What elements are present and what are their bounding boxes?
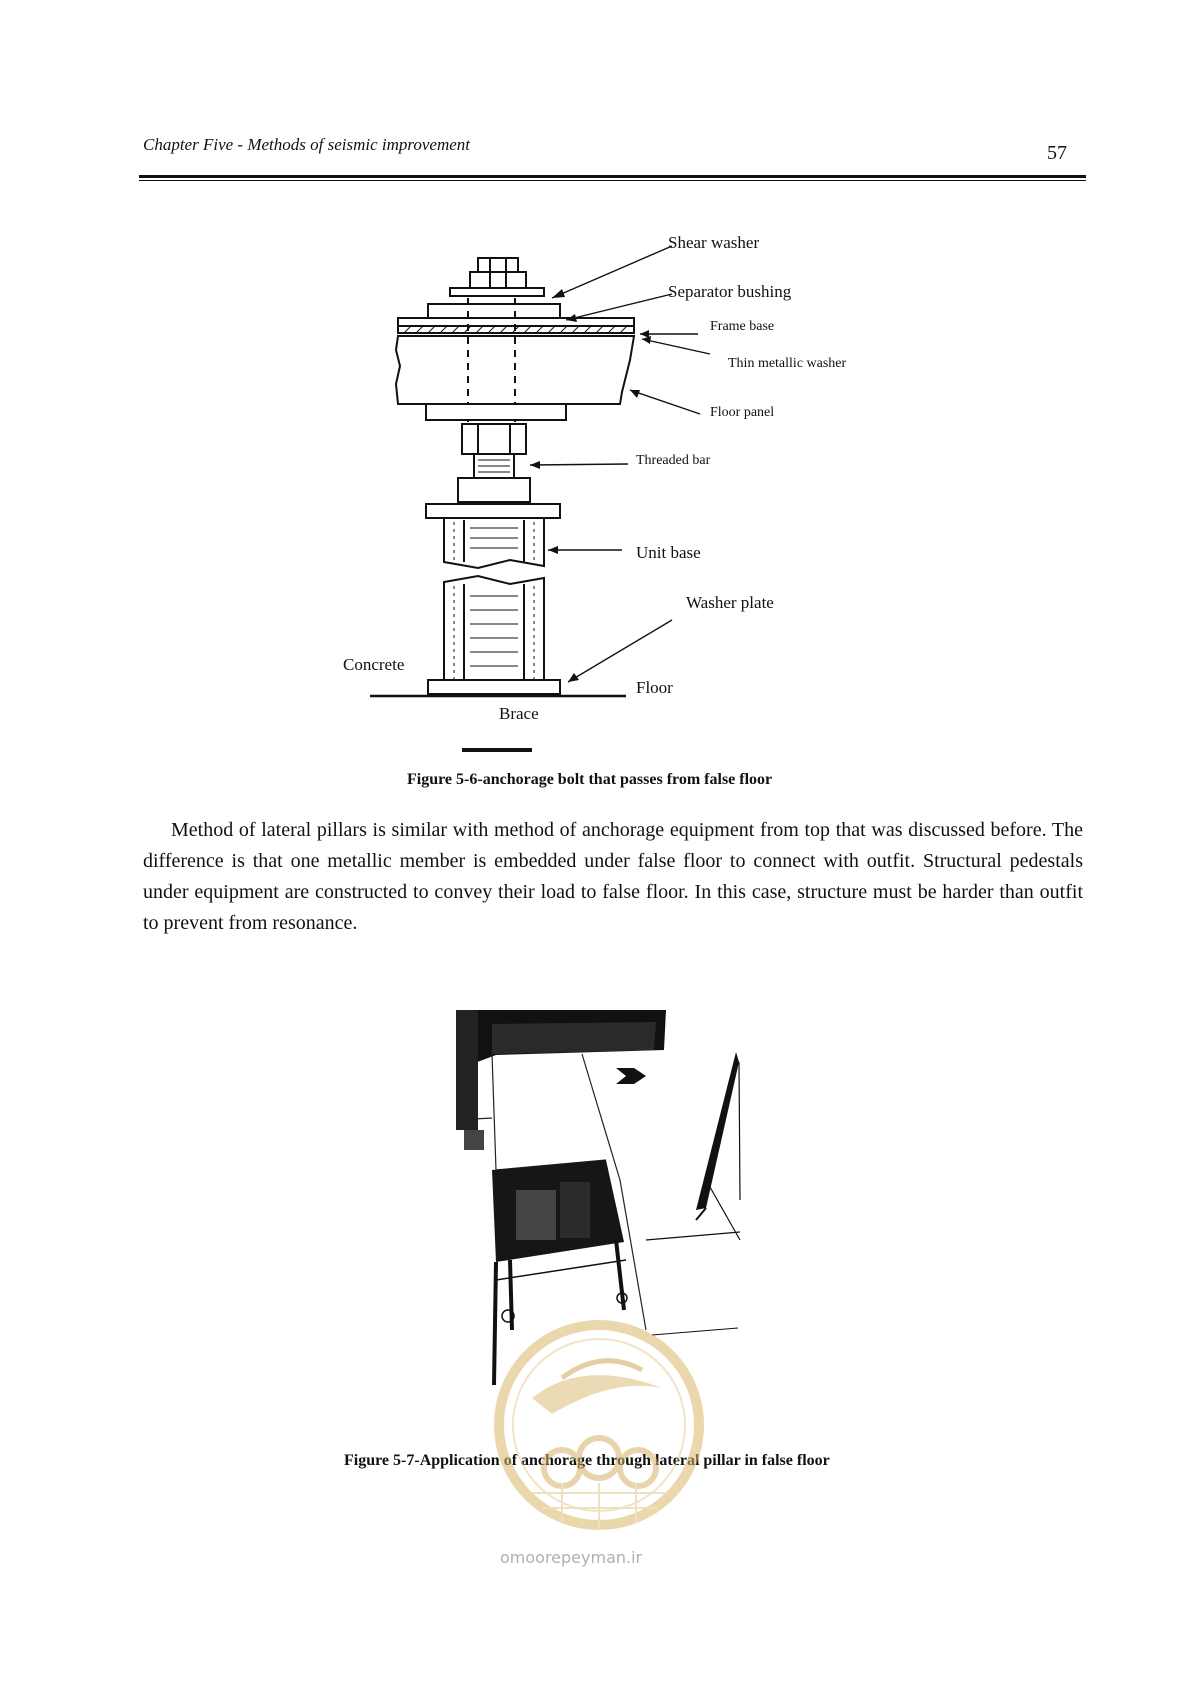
running-header: Chapter Five - Methods of seismic improvement xyxy=(143,135,471,154)
label-washer-plate: Washer plate xyxy=(686,593,774,612)
anchorage-bolt-diagram xyxy=(0,0,1191,760)
label-thin-metallic-washer: Thin metallic washer xyxy=(728,356,847,371)
watermark-seal xyxy=(492,1318,707,1533)
page-number: 57 xyxy=(1047,142,1067,164)
label-floor: Floor xyxy=(636,678,673,697)
label-frame-base: Frame base xyxy=(710,319,775,334)
label-concrete: Concrete xyxy=(343,655,405,674)
label-threaded-bar: Threaded bar xyxy=(636,453,711,468)
figure-5-7-caption: Figure 5-7-Application of anchorage through lateral pillar in false floor xyxy=(344,1452,830,1469)
watermark-url: omoorepeyman.ir xyxy=(500,1548,643,1567)
label-separator-bushing: Separator bushing xyxy=(668,282,792,301)
label-shear-washer: Shear washer xyxy=(668,233,760,252)
figure-5-6-caption: Figure 5-6-anchorage bolt that passes from false floor xyxy=(407,771,773,788)
label-brace: Brace xyxy=(499,704,539,723)
label-floor-panel: Floor panel xyxy=(710,405,775,420)
body-paragraph xyxy=(143,815,1083,939)
label-unit-base: Unit base xyxy=(636,543,701,562)
paragraph-text: Method of lateral pillars is similar with method of anchorage equipment from top that was discussed before. The difference is that one metallic member is embedded under false floor to connect with outfit. Structural pedestals under equipment are constructed to convey their load to false floor. In this case, structure must be harder than outfit to prevent from resonance. xyxy=(143,819,1083,934)
